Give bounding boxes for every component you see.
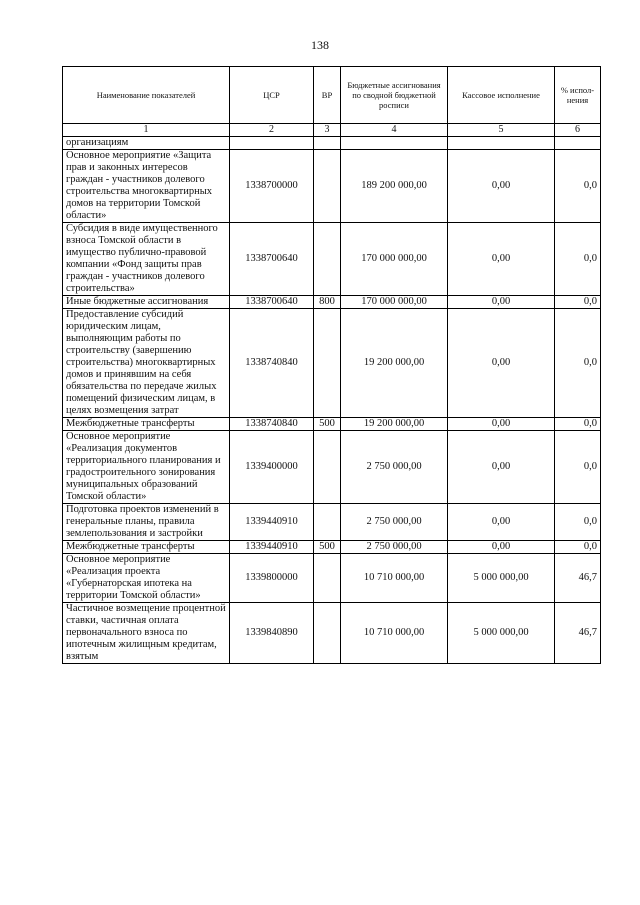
- table-row: [63, 603, 601, 664]
- header-vr: ВР: [314, 67, 341, 124]
- row-budget: 170 000 000,00: [341, 223, 448, 296]
- row-percent: 0,0: [555, 418, 601, 431]
- column-number: 5: [448, 124, 555, 137]
- table-row: [63, 150, 601, 223]
- column-number: 3: [314, 124, 341, 137]
- row-budget: 2 750 000,00: [341, 431, 448, 504]
- row-csr: 1338740840: [230, 309, 314, 418]
- row-vr: [314, 504, 341, 541]
- row-percent: 0,0: [555, 223, 601, 296]
- row-percent: 46,7: [555, 554, 601, 603]
- row-name: Субсидия в виде имущественного взноса Томской области в имущество публично-правовой компании «Фонд защиты прав граждан - участников долевого строительства»: [63, 223, 230, 296]
- table-row: [63, 504, 601, 541]
- row-cash: 0,00: [448, 541, 555, 554]
- header-cash: Кассовое исполнение: [448, 67, 555, 124]
- row-cash: 0,00: [448, 504, 555, 541]
- row-csr: [230, 137, 314, 150]
- row-cash: 0,00: [448, 223, 555, 296]
- row-budget: 10 710 000,00: [341, 554, 448, 603]
- row-vr: [314, 309, 341, 418]
- row-percent: 0,0: [555, 541, 601, 554]
- row-vr: [314, 603, 341, 664]
- row-vr: [314, 431, 341, 504]
- header-name: Наименование показателей: [63, 67, 230, 124]
- budget-table: [62, 66, 601, 664]
- row-cash: 5 000 000,00: [448, 603, 555, 664]
- row-budget: 170 000 000,00: [341, 296, 448, 309]
- column-number: 6: [555, 124, 601, 137]
- table-header-row: [63, 67, 601, 124]
- row-vr: [314, 137, 341, 150]
- row-csr: 1339840890: [230, 603, 314, 664]
- row-percent: 0,0: [555, 150, 601, 223]
- row-name: организациям: [63, 137, 230, 150]
- table-row: [63, 223, 601, 296]
- row-budget: [341, 137, 448, 150]
- row-name: Подготовка проектов изменений в генеральные планы, правила землепользования и застройки: [63, 504, 230, 541]
- row-percent: [555, 137, 601, 150]
- row-name: Основное мероприятие «Реализация проекта «Губернаторская ипотека на территории Томской области»: [63, 554, 230, 603]
- table-row: [63, 541, 601, 554]
- row-csr: 1339440910: [230, 504, 314, 541]
- header-budget: Бюджетные ассигнования по сводной бюджетной росписи: [341, 67, 448, 124]
- row-csr: 1339400000: [230, 431, 314, 504]
- table-row: [63, 137, 601, 150]
- row-csr: 1338740840: [230, 418, 314, 431]
- row-csr: 1339440910: [230, 541, 314, 554]
- row-vr: 800: [314, 296, 341, 309]
- row-cash: 0,00: [448, 431, 555, 504]
- column-number-row: [63, 124, 601, 137]
- row-percent: 0,0: [555, 309, 601, 418]
- page-number: 138: [311, 38, 329, 52]
- row-cash: [448, 137, 555, 150]
- row-csr: 1338700640: [230, 223, 314, 296]
- row-budget: 2 750 000,00: [341, 541, 448, 554]
- row-cash: 0,00: [448, 150, 555, 223]
- row-vr: [314, 223, 341, 296]
- header-percent: % испол-нения: [555, 67, 601, 124]
- row-name: Предоставление субсидий юридическим лицам, выполняющим работы по строительству (завершению строительства) многоквартирных домов и принявшим на себя обязательства по передаче жилых помещений физическим лицам, в целях возмещения затрат: [63, 309, 230, 418]
- row-name: Частичное возмещение процентной ставки, частичная оплата первоначального взноса по ипотечным жилищным кредитам, взятым: [63, 603, 230, 664]
- row-vr: 500: [314, 418, 341, 431]
- row-budget: 2 750 000,00: [341, 504, 448, 541]
- row-name: Основное мероприятие «Защита прав и законных интересов граждан - участников долевого строительства многоквартирных домов на территории Томской области»: [63, 150, 230, 223]
- row-vr: [314, 554, 341, 603]
- row-budget: 19 200 000,00: [341, 418, 448, 431]
- row-name: Межбюджетные трансферты: [63, 418, 230, 431]
- row-percent: 0,0: [555, 296, 601, 309]
- column-number: 1: [63, 124, 230, 137]
- table-row: [63, 431, 601, 504]
- row-csr: 1339800000: [230, 554, 314, 603]
- row-csr: 1338700640: [230, 296, 314, 309]
- row-name: Иные бюджетные ассигнования: [63, 296, 230, 309]
- header-csr: ЦСР: [230, 67, 314, 124]
- row-percent: 0,0: [555, 431, 601, 504]
- table-row: [63, 418, 601, 431]
- row-name: Межбюджетные трансферты: [63, 541, 230, 554]
- row-budget: 189 200 000,00: [341, 150, 448, 223]
- row-vr: 500: [314, 541, 341, 554]
- column-number: 4: [341, 124, 448, 137]
- row-vr: [314, 150, 341, 223]
- row-percent: 46,7: [555, 603, 601, 664]
- table-row: [63, 296, 601, 309]
- row-cash: 5 000 000,00: [448, 554, 555, 603]
- row-csr: 1338700000: [230, 150, 314, 223]
- table-row: [63, 309, 601, 418]
- row-name: Основное мероприятие «Реализация документов территориального планирования и градостроительного зонирования муниципальных образований Томской области»: [63, 431, 230, 504]
- table-row: [63, 554, 601, 603]
- row-budget: 10 710 000,00: [341, 603, 448, 664]
- row-cash: 0,00: [448, 418, 555, 431]
- row-percent: 0,0: [555, 504, 601, 541]
- row-cash: 0,00: [448, 296, 555, 309]
- column-number: 2: [230, 124, 314, 137]
- row-cash: 0,00: [448, 309, 555, 418]
- row-budget: 19 200 000,00: [341, 309, 448, 418]
